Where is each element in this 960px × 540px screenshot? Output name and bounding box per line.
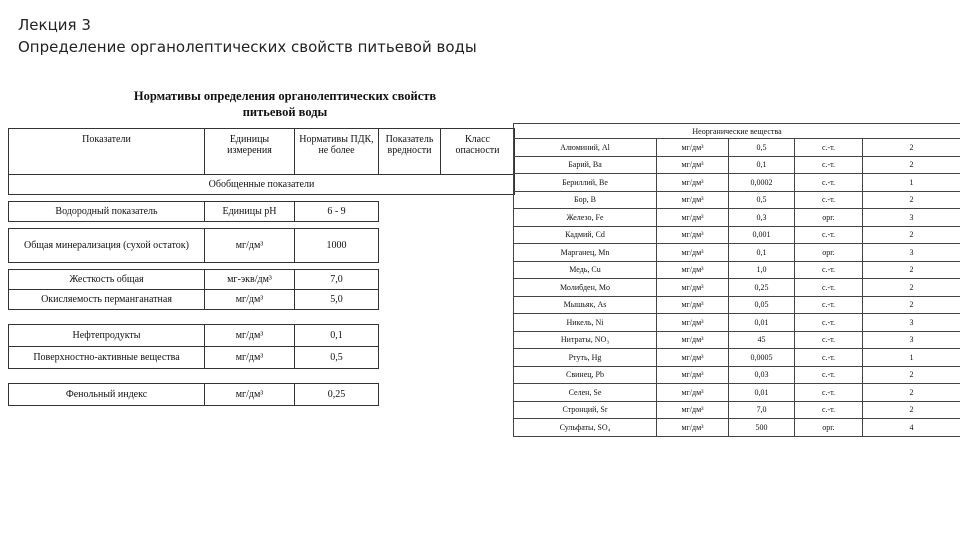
lecture-number: Лекция 3 — [18, 16, 91, 34]
substance-value: 0,5 — [729, 191, 795, 209]
substance-value: 0,1 — [729, 156, 795, 174]
substance-name: Железо, Fe — [514, 209, 657, 227]
table-row — [514, 244, 960, 262]
row-name: Фенольный индекс — [9, 384, 205, 406]
row-unit: мг/дм³ — [205, 229, 295, 263]
substance-value: 1,0 — [729, 261, 795, 279]
section-title: Обобщенные показатели — [9, 175, 515, 195]
substance-hazard-sign: с.-т. — [795, 279, 863, 297]
substance-hazard-class: 3 — [863, 331, 960, 349]
substance-unit: мг/дм³ — [657, 156, 729, 174]
substance-hazard-sign: с.-т. — [795, 139, 863, 157]
substance-hazard-class: 3 — [863, 209, 960, 227]
substance-unit: мг/дм³ — [657, 226, 729, 244]
row-name: Поверхностно-активные вещества — [9, 347, 205, 369]
row-name: Общая минерализация (сухой остаток) — [9, 229, 205, 263]
substance-unit: мг/дм³ — [657, 384, 729, 402]
substance-name: Селен, Se — [514, 384, 657, 402]
row-name: Жесткость общая — [9, 270, 205, 290]
substance-hazard-sign: орг. — [795, 419, 863, 437]
table-row — [514, 314, 960, 332]
table-row — [9, 229, 515, 263]
substance-hazard-class: 2 — [863, 401, 960, 419]
substance-hazard-class: 2 — [863, 296, 960, 314]
substance-hazard-class: 2 — [863, 279, 960, 297]
substance-hazard-class: 3 — [863, 314, 960, 332]
table-row — [514, 139, 960, 157]
slide-title — [18, 14, 477, 58]
row-name: Окисляемость перманганатная — [9, 290, 205, 310]
substance-hazard-class: 2 — [863, 384, 960, 402]
substance-value: 0,01 — [729, 314, 795, 332]
substance-name: Барий, Ba — [514, 156, 657, 174]
substance-unit: мг/дм³ — [657, 331, 729, 349]
substance-value: 0,0002 — [729, 174, 795, 192]
table-row — [9, 270, 515, 290]
substance-unit: мг/дм³ — [657, 191, 729, 209]
substance-value: 0,0005 — [729, 349, 795, 367]
row-name: Нефтепродукты — [9, 325, 205, 347]
header-norm: Нормативы ПДК, не более — [295, 129, 379, 175]
substance-name: Мышьяк, As — [514, 296, 657, 314]
substance-name: Ртуть, Hg — [514, 349, 657, 367]
substance-hazard-sign: с.-т. — [795, 314, 863, 332]
substance-hazard-sign: с.-т. — [795, 331, 863, 349]
substance-name: Бор, B — [514, 191, 657, 209]
substance-value: 0,1 — [729, 244, 795, 262]
lecture-topic: Определение органолептических свойств питьевой воды — [18, 38, 477, 56]
substance-value: 0,25 — [729, 279, 795, 297]
table-row — [514, 331, 960, 349]
substance-hazard-sign: с.-т. — [795, 156, 863, 174]
table-row — [9, 325, 515, 347]
substance-value: 0,03 — [729, 366, 795, 384]
substance-unit: мг/дм³ — [657, 401, 729, 419]
substance-value: 0,01 — [729, 384, 795, 402]
substance-unit: мг/дм³ — [657, 419, 729, 437]
substance-unit: мг/дм³ — [657, 174, 729, 192]
substance-hazard-class: 2 — [863, 139, 960, 157]
table-heading — [80, 88, 490, 120]
header-hazard-class: Класс опасности — [441, 129, 515, 175]
substance-hazard-class: 2 — [863, 366, 960, 384]
table-row — [9, 347, 515, 369]
row-unit: мг/дм³ — [205, 384, 295, 406]
substance-name: Марганец, Mn — [514, 244, 657, 262]
substance-name: Кадмий, Cd — [514, 226, 657, 244]
table-row — [514, 174, 960, 192]
row-unit: мг-экв/дм³ — [205, 270, 295, 290]
substance-name: Медь, Cu — [514, 261, 657, 279]
substance-value: 7,0 — [729, 401, 795, 419]
substance-hazard-class: 2 — [863, 156, 960, 174]
organoleptic-norms-table — [8, 128, 514, 406]
table-row — [514, 209, 960, 227]
table-row — [514, 401, 960, 419]
substance-hazard-sign: с.-т. — [795, 191, 863, 209]
substance-hazard-class: 2 — [863, 261, 960, 279]
table-row — [514, 156, 960, 174]
row-unit: мг/дм³ — [205, 347, 295, 369]
substance-hazard-sign: с.-т. — [795, 296, 863, 314]
substance-hazard-sign: орг. — [795, 244, 863, 262]
substance-value: 0,001 — [729, 226, 795, 244]
substance-hazard-sign: с.-т. — [795, 261, 863, 279]
table-row — [514, 261, 960, 279]
row-name: Водородный показатель — [9, 202, 205, 222]
substance-name: Молибден, Mo — [514, 279, 657, 297]
substance-unit: мг/дм³ — [657, 244, 729, 262]
row-unit: мг/дм³ — [205, 325, 295, 347]
inorganic-caption: Неорганические вещества — [514, 124, 960, 139]
row-norm: 0,1 — [295, 325, 379, 347]
substance-value: 0,5 — [729, 139, 795, 157]
header-hazard-indicator: Показатель вредности — [379, 129, 441, 175]
row-norm: 0,5 — [295, 347, 379, 369]
substance-unit: мг/дм³ — [657, 261, 729, 279]
substance-value: 45 — [729, 331, 795, 349]
substance-hazard-sign: с.-т. — [795, 366, 863, 384]
substance-unit: мг/дм³ — [657, 349, 729, 367]
table-row — [9, 290, 515, 310]
row-unit: Единицы рН — [205, 202, 295, 222]
table-row — [514, 349, 960, 367]
substance-unit: мг/дм³ — [657, 366, 729, 384]
table-heading-line1: Нормативы определения органолептических свойств — [133, 89, 437, 103]
substance-unit: мг/дм³ — [657, 139, 729, 157]
substance-hazard-sign: орг. — [795, 209, 863, 227]
table-row — [9, 202, 515, 222]
row-norm: 1000 — [295, 229, 379, 263]
row-norm: 6 - 9 — [295, 202, 379, 222]
table-row — [514, 191, 960, 209]
table-row — [9, 384, 515, 406]
substance-hazard-class: 4 — [863, 419, 960, 437]
substance-name: Алюминий, Al — [514, 139, 657, 157]
substance-hazard-sign: с.-т. — [795, 349, 863, 367]
substance-name: Стронций, Sr — [514, 401, 657, 419]
table-row — [514, 279, 960, 297]
substance-hazard-sign: с.-т. — [795, 226, 863, 244]
substance-unit: мг/дм³ — [657, 279, 729, 297]
row-norm: 5,0 — [295, 290, 379, 310]
substance-hazard-class: 2 — [863, 226, 960, 244]
substance-unit: мг/дм³ — [657, 209, 729, 227]
substance-hazard-sign: с.-т. — [795, 174, 863, 192]
substance-name: Никель, Ni — [514, 314, 657, 332]
substance-name: Сульфаты, SO₄ — [514, 419, 657, 437]
substance-value: 0,05 — [729, 296, 795, 314]
header-unit: Единицы измерения — [205, 129, 295, 175]
substance-hazard-sign: с.-т. — [795, 384, 863, 402]
substance-unit: мг/дм³ — [657, 314, 729, 332]
table-row — [514, 296, 960, 314]
substance-name: Бериллий, Be — [514, 174, 657, 192]
row-unit: мг/дм³ — [205, 290, 295, 310]
substance-name: Свинец, Pb — [514, 366, 657, 384]
substance-hazard-class: 1 — [863, 174, 960, 192]
substance-name: Нитраты, NO₃ — [514, 331, 657, 349]
substance-value: 500 — [729, 419, 795, 437]
row-norm: 0,25 — [295, 384, 379, 406]
substance-hazard-class: 3 — [863, 244, 960, 262]
substance-unit: мг/дм³ — [657, 296, 729, 314]
table-row — [514, 419, 960, 437]
table-heading-line2: питьевой воды — [242, 105, 328, 119]
substance-hazard-class: 2 — [863, 191, 960, 209]
substance-value: 0,3 — [729, 209, 795, 227]
substance-hazard-class: 1 — [863, 349, 960, 367]
substance-hazard-sign: с.-т. — [795, 401, 863, 419]
header-indicator: Показатели — [9, 129, 205, 175]
row-norm: 7,0 — [295, 270, 379, 290]
table-row — [514, 226, 960, 244]
table-row — [514, 366, 960, 384]
table-row — [514, 384, 960, 402]
inorganic-substances-table — [513, 123, 960, 437]
